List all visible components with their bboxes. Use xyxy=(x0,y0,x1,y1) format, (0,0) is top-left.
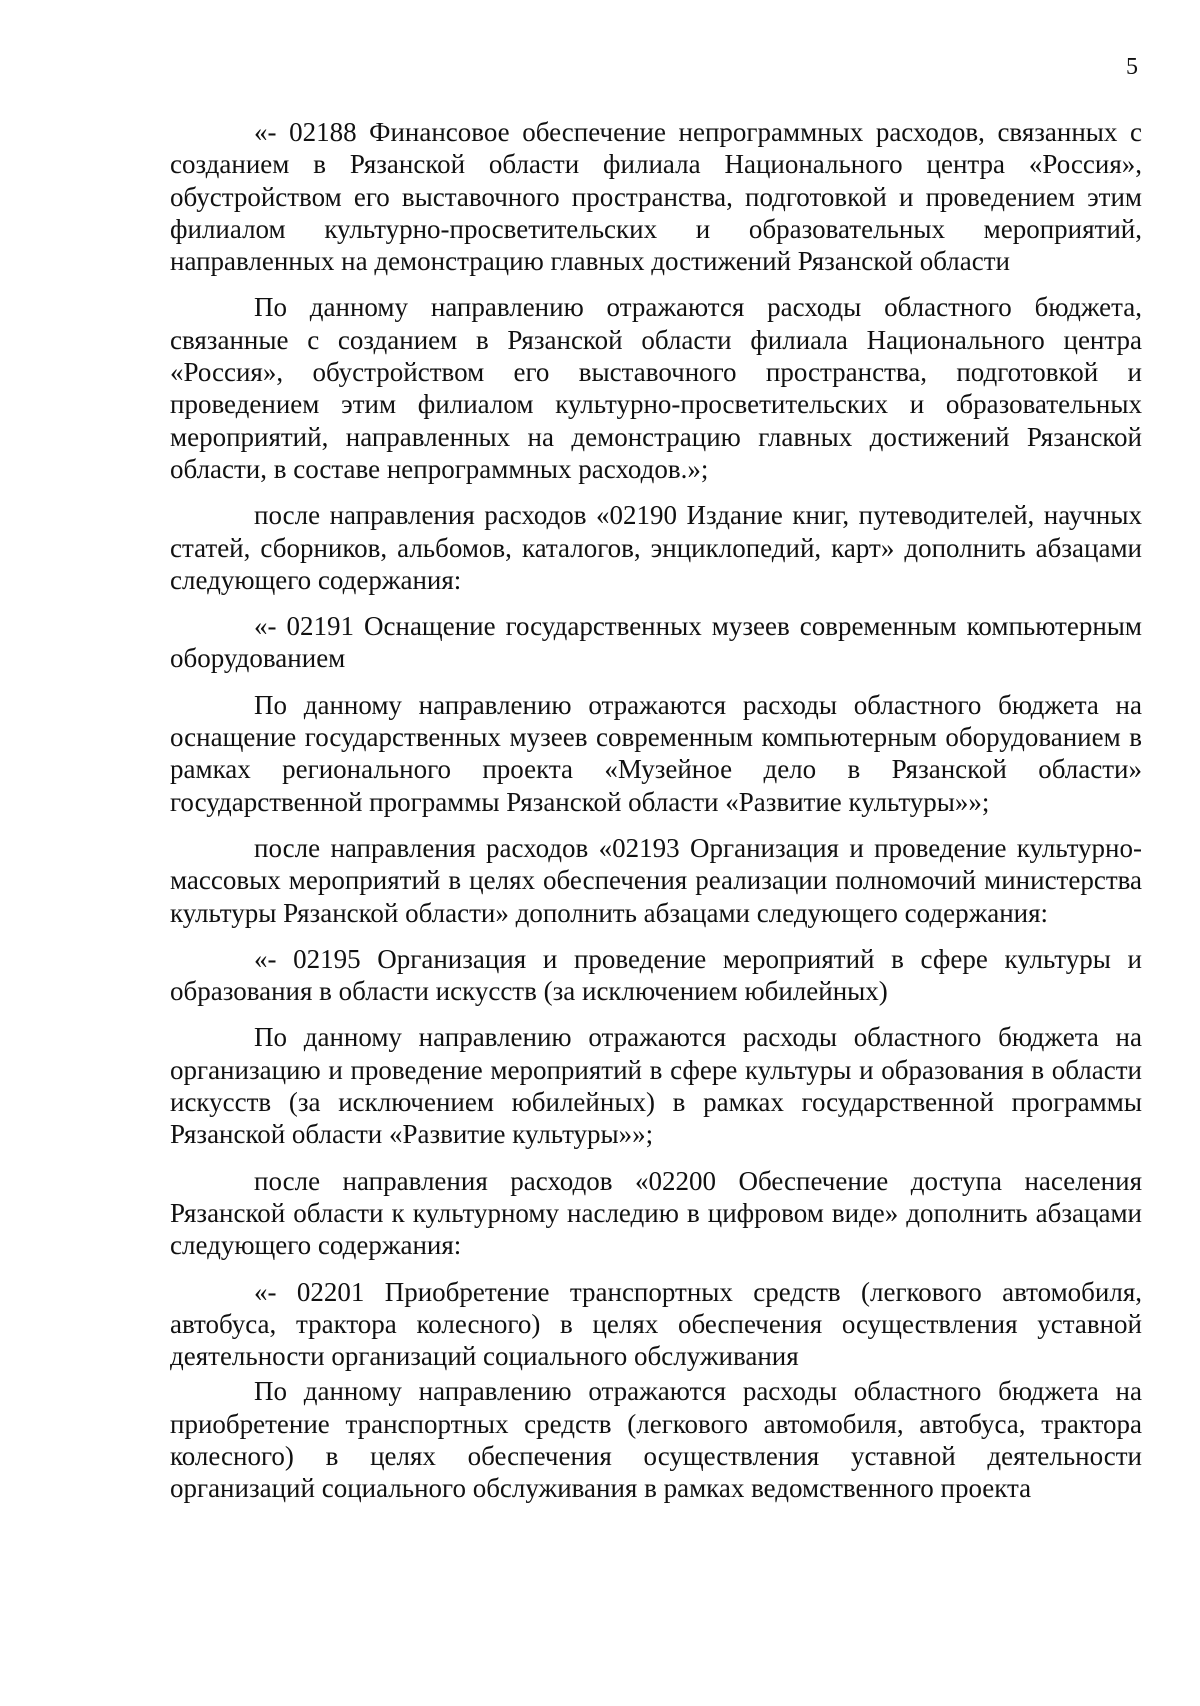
paragraph-02195-description: По данному направлению отражаются расходы областного бюджета на организацию и проведение мероприятий в сфере культуры и образования в области искусств (за исключением юбилейных) в рамках государственной программы Рязанской области «Развитие культуры»»; xyxy=(170,1022,1142,1150)
paragraph-02191-heading: «- 02191 Оснащение государственных музеев современным компьютерным оборудованием xyxy=(170,611,1142,674)
paragraph-02195-heading: «- 02195 Организация и проведение мероприятий в сфере культуры и образования в области искусств (за исключением юбилейных) xyxy=(170,943,1142,1007)
paragraph-02201-description: По данному направлению отражаются расходы областного бюджета на приобретение транспортных средств (легкового автомобиля, автобуса, трактора колесного) в целях обеспечения осуществления уставной деятельности организаций социального обслуживания в рамках ведомственного проекта xyxy=(170,1376,1142,1504)
paragraph-02188-description: По данному направлению отражаются расходы областного бюджета, связанные с созданием в Рязанской области филиала Национального центра «Россия», обустройством его выставочного пространства, подготовкой и проведением этим филиалом культурно-просветительских и образовательных мероприятий, направленных на демонстрацию главных достижений Рязанской области, в составе непрограммных расходов.»; xyxy=(170,292,1142,484)
paragraph-after-02200: после направления расходов «02200 Обеспечение доступа населения Рязанской области к культурному наследию в цифровом виде» дополнить абзацами следующего содержания: xyxy=(170,1165,1142,1261)
paragraph-after-02190: после направления расходов «02190 Издание книг, путеводителей, научных статей, сборников, альбомов, каталогов, энциклопедий, карт» дополнить абзацами следующего содержания: xyxy=(170,500,1142,595)
page-number: 5 xyxy=(1126,54,1138,80)
paragraph-after-02193: после направления расходов «02193 Организация и проведение культурно-массовых мероприятий в целях обеспечения реализации полномочий министерства культуры Рязанской области» дополнить абзацами следующего содержания: xyxy=(170,832,1142,928)
paragraph-02201-heading: «- 02201 Приобретение транспортных средств (легкового автомобиля, автобуса, трактора колесного) в целях обеспечения осуществления уставной деятельности организаций социального обслуживания xyxy=(170,1276,1142,1372)
paragraph-02191-description: По данному направлению отражаются расходы областного бюджета на оснащение государственных музеев современным компьютерным оборудованием в рамках регионального проекта «Музейное дело в Рязанской области» государственной программы Рязанской области «Развитие культуры»»; xyxy=(170,689,1142,817)
document-body xyxy=(170,116,1142,1505)
paragraph-02188-heading: «- 02188 Финансовое обеспечение непрограммных расходов, связанных с созданием в Рязанской области филиала Национального центра «Россия», обустройством его выставочного пространства, подготовкой и проведением этим филиалом культурно-просветительских и образовательных мероприятий, направленных на демонстрацию главных достижений Рязанской области xyxy=(170,117,1142,277)
